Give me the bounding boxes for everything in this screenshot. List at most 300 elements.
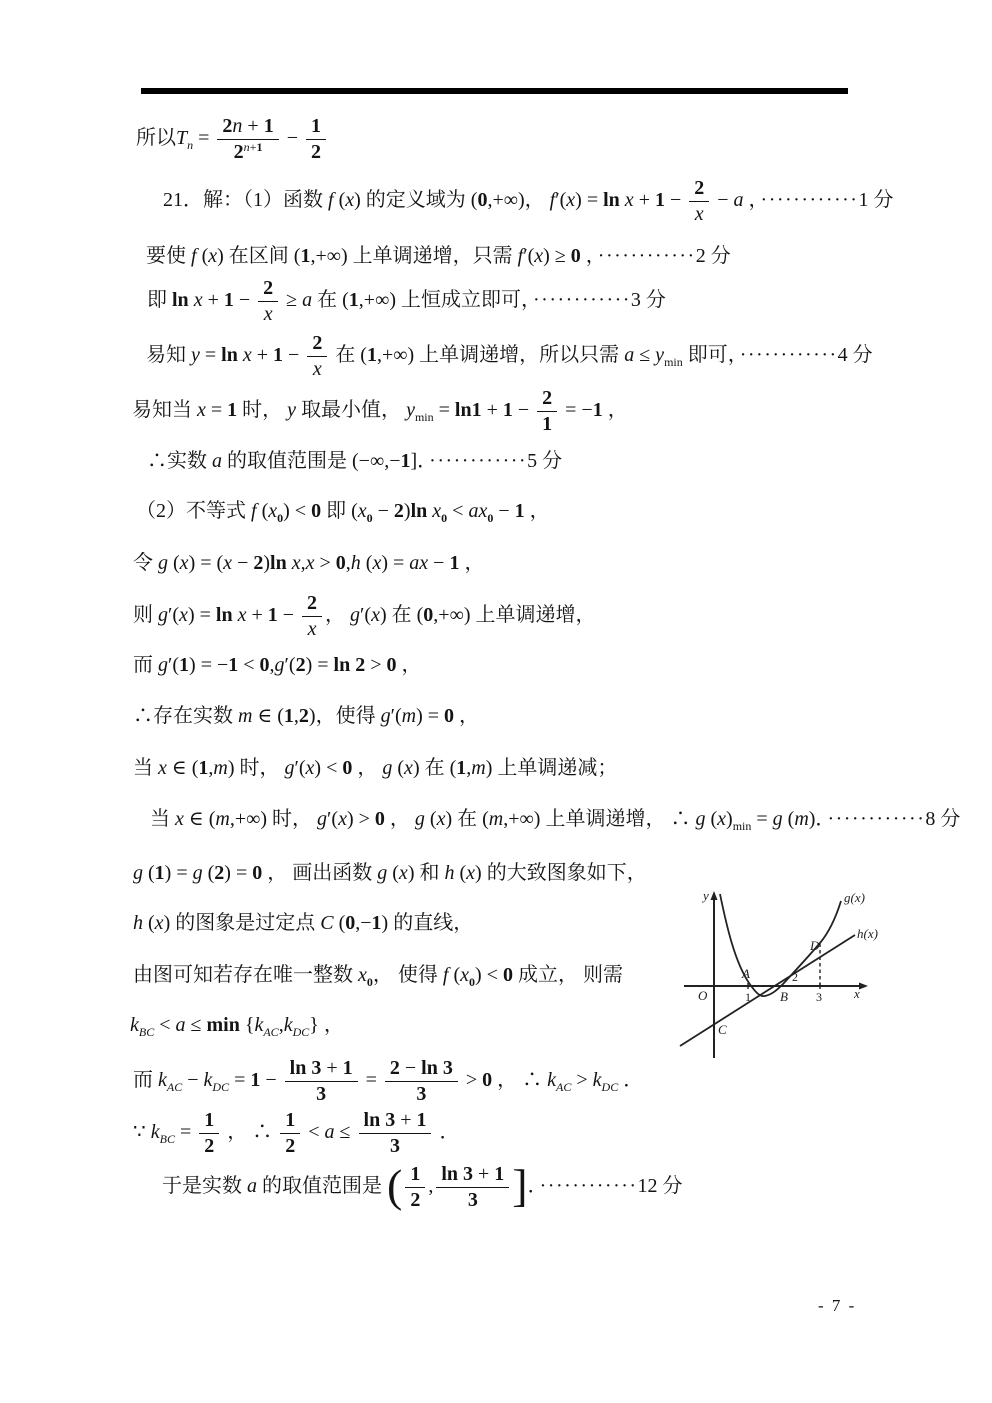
- math-text: 1: [154, 862, 165, 884]
- math-text: = −: [560, 399, 593, 422]
- figure-tick1-label: 1: [745, 990, 751, 1004]
- math-text: a: [733, 189, 744, 212]
- math-text: g: [380, 705, 391, 727]
- math-text: 0: [482, 1069, 493, 1092]
- math-text: x: [197, 399, 206, 422]
- math-text: ln: [172, 289, 194, 312]
- math-text: n: [232, 115, 243, 137]
- math-text: (: [196, 245, 209, 267]
- math-text: min: [664, 355, 683, 370]
- fraction-numerator: [285, 1057, 358, 1082]
- math-fraction: [405, 1163, 425, 1212]
- dotted-leader: ············: [539, 1175, 638, 1198]
- math-text: y: [655, 344, 665, 367]
- math-text: ln 3: [421, 1057, 453, 1079]
- math-text: a: [212, 450, 222, 472]
- math-text: k: [592, 1069, 602, 1092]
- math-superscript: [244, 140, 263, 154]
- math-text: 即 (: [321, 500, 358, 522]
- math-text: 于是实数: [162, 1175, 247, 1198]
- math-text: (: [448, 964, 461, 986]
- math-text: g: [192, 862, 203, 884]
- math-text: BC: [159, 1132, 175, 1147]
- math-text: DC: [601, 1080, 619, 1095]
- math-text: 的取值范围是: [257, 1175, 387, 1198]
- math-subscript: [160, 1132, 175, 1146]
- fraction-numerator: [307, 332, 327, 357]
- math-text: ,: [269, 654, 275, 676]
- math-text: ′(: [294, 757, 306, 779]
- math-text: g: [382, 757, 393, 779]
- math-text: ．: [618, 1069, 644, 1092]
- fraction-numerator: [217, 115, 278, 140]
- math-text: 1: [514, 500, 525, 522]
- math-text: ) =: [416, 705, 445, 727]
- solution-line-2: [163, 177, 893, 226]
- math-text: 1: [227, 399, 238, 422]
- math-text: ， ∴: [222, 1121, 278, 1144]
- math-text: 3: [467, 1189, 478, 1211]
- math-text: 1: [223, 289, 234, 312]
- fraction-denominator: [306, 140, 326, 164]
- fraction-denominator: [302, 617, 322, 641]
- math-text: 3: [416, 1083, 427, 1105]
- fraction-denominator: [436, 1188, 509, 1212]
- math-text: x: [158, 757, 167, 779]
- math-text: ): [263, 552, 271, 574]
- math-text: ′(: [555, 189, 567, 212]
- math-text: ) <: [314, 757, 343, 779]
- math-text: ，: [743, 189, 759, 212]
- math-text: ,−: [355, 912, 372, 934]
- fraction-numerator: [385, 1057, 458, 1082]
- math-text: 12 分: [637, 1175, 683, 1198]
- math-text: +: [633, 189, 655, 212]
- math-text: 由图可知若存在唯一整数: [133, 964, 358, 986]
- math-text: 成立， 则需: [512, 964, 623, 986]
- math-fraction: [199, 1109, 219, 1158]
- math-text: T: [176, 127, 188, 150]
- math-text: −: [712, 189, 734, 212]
- figure-point-A-label: A: [742, 966, 750, 981]
- math-text: ,+∞) 上单调递增，所以只需: [376, 344, 625, 367]
- figure-tick3-label: 3: [816, 990, 822, 1004]
- math-text: 0: [423, 604, 434, 627]
- math-subscript: [139, 1025, 154, 1039]
- math-fraction: [306, 115, 326, 164]
- math-subscript: [664, 355, 683, 369]
- math-text: h: [444, 862, 455, 884]
- math-text: 则: [133, 604, 158, 627]
- math-text: (: [424, 808, 437, 830]
- fraction-numerator: [302, 592, 322, 617]
- solution-line-14: [150, 806, 960, 839]
- math-text: k: [283, 1014, 293, 1036]
- math-fraction: [436, 1163, 509, 1212]
- figure-x-label: x: [854, 986, 860, 1001]
- math-text: +: [473, 1163, 495, 1185]
- math-text: min: [414, 410, 434, 425]
- math-text: 2: [694, 177, 705, 199]
- math-text: f: [191, 245, 197, 267]
- math-text: ．: [434, 1121, 460, 1144]
- math-text: a: [175, 1014, 186, 1036]
- solution-line-13: [133, 755, 617, 781]
- math-text: g: [284, 757, 295, 779]
- math-text: +: [481, 399, 503, 422]
- fraction-denominator: [537, 412, 557, 436]
- math-text: −: [372, 500, 394, 522]
- math-text: (: [202, 862, 215, 884]
- math-text: DC: [212, 1080, 230, 1095]
- math-fraction: [258, 277, 278, 326]
- math-text: (: [143, 862, 155, 884]
- math-text: −: [512, 399, 535, 422]
- math-text: x: [398, 862, 408, 884]
- math-text: ,: [293, 705, 299, 727]
- math-text: )．: [808, 808, 826, 830]
- dotted-leader: ············: [597, 245, 696, 267]
- math-text: x: [694, 203, 704, 225]
- math-text: >: [460, 1069, 483, 1092]
- math-text: } ，: [309, 1014, 344, 1036]
- math-text: ′(: [327, 808, 339, 830]
- math-text: ax: [468, 500, 488, 522]
- function-graph: [670, 886, 880, 1066]
- math-text: 1: [310, 115, 321, 137]
- math-text: 而: [133, 1069, 158, 1092]
- math-text: 2: [310, 141, 321, 163]
- math-text: ′(: [390, 705, 402, 727]
- math-text: ∈ (: [252, 705, 284, 727]
- math-text: 0: [335, 552, 346, 574]
- math-text: 1: [285, 1109, 296, 1131]
- math-subscript: [415, 410, 434, 424]
- math-text: ，: [454, 705, 480, 727]
- math-text: x: [179, 604, 188, 627]
- dotted-leader: ············: [827, 808, 926, 830]
- math-text: −: [260, 1069, 282, 1092]
- math-text: ， 画出函数: [262, 862, 378, 884]
- fraction-numerator: [359, 1109, 432, 1134]
- math-text: 2: [233, 141, 244, 163]
- math-subscript: [602, 1080, 619, 1094]
- math-text: 1: [179, 654, 190, 676]
- math-text: =: [193, 127, 215, 150]
- math-text: AC: [166, 1080, 183, 1095]
- math-text: (: [143, 912, 155, 934]
- math-text: min: [206, 1014, 240, 1036]
- fraction-numerator: [689, 177, 709, 202]
- math-text: 1: [204, 1109, 215, 1131]
- math-text: x: [534, 245, 544, 267]
- math-text: 2: [298, 705, 309, 727]
- math-text: ) 在区间 (: [217, 245, 301, 267]
- math-text: 2: [285, 1135, 296, 1157]
- math-text: h: [350, 552, 361, 574]
- math-text: 的取值范围是 (−∞,−: [222, 450, 401, 472]
- figure-tick2-label: 2: [792, 970, 798, 984]
- math-text: 2: [214, 862, 225, 884]
- math-text: m: [471, 757, 486, 779]
- math-text: ，: [384, 808, 415, 830]
- math-text: x: [460, 964, 470, 986]
- page-number: - 7 -: [818, 1296, 857, 1315]
- math-text: g: [158, 654, 168, 676]
- math-text: 1: [449, 552, 460, 574]
- fraction-numerator: [537, 387, 557, 412]
- math-text: ∈ (: [166, 757, 199, 779]
- math-text: ∴实数: [147, 450, 212, 472]
- math-text: =: [433, 399, 455, 422]
- math-text: x: [223, 552, 233, 574]
- math-text: 1: [348, 289, 359, 312]
- solution-line-15: [133, 860, 647, 886]
- math-text: ): [726, 808, 733, 830]
- math-text: =: [229, 1069, 251, 1092]
- math-text: 2: [542, 387, 553, 409]
- math-text: 取最小值，: [296, 399, 407, 422]
- math-text: k: [203, 1069, 213, 1092]
- math-text: k: [150, 1121, 160, 1144]
- math-text: ，: [352, 757, 383, 779]
- math-text: 1: [342, 1057, 353, 1079]
- math-text: ′(: [284, 654, 296, 676]
- math-text: (: [256, 500, 269, 522]
- math-text: 2 分: [695, 245, 731, 267]
- math-text: 1: [228, 654, 239, 676]
- math-text: ) =: [575, 189, 604, 212]
- math-text: 2: [410, 1189, 421, 1211]
- fraction-denominator: [199, 1134, 219, 1158]
- fraction-denominator: [217, 140, 278, 164]
- math-text: ．: [527, 1175, 538, 1198]
- math-text: x: [291, 552, 301, 574]
- math-text: ，: [580, 245, 596, 267]
- math-text: x: [263, 303, 273, 325]
- fraction-numerator: [280, 1109, 300, 1134]
- math-text: =: [174, 1121, 197, 1144]
- figure-g-label: g(x): [844, 890, 865, 905]
- math-text: ) 的图象是过定点: [163, 912, 321, 934]
- math-text: 0: [366, 511, 373, 525]
- math-text: 当: [150, 808, 175, 830]
- math-text: ,: [278, 1014, 284, 1036]
- dotted-leader: ············: [739, 344, 838, 367]
- math-text: f: [328, 189, 334, 212]
- math-text: g: [317, 808, 328, 830]
- math-text: 3 分: [630, 289, 666, 312]
- math-text: 2: [204, 1135, 215, 1157]
- math-text: 0: [342, 757, 353, 779]
- math-text: 1: [410, 1163, 421, 1185]
- math-text: ,+∞)，: [487, 189, 550, 212]
- math-text: 1: [256, 140, 263, 154]
- solution-line-18: [130, 1012, 344, 1045]
- math-text: ) 和: [407, 862, 445, 884]
- math-text: ≤: [634, 344, 656, 367]
- math-fraction: [537, 387, 557, 436]
- math-text: x: [242, 344, 252, 367]
- math-text: ′(: [523, 245, 535, 267]
- math-text: 即: [147, 289, 172, 312]
- math-text: ) 在 (: [379, 604, 424, 627]
- math-fraction: [689, 177, 709, 226]
- math-text: 1: [371, 912, 382, 934]
- math-text: ) 的直线，: [381, 912, 474, 934]
- math-text: 即可，: [682, 344, 738, 367]
- solution-line-17: [133, 962, 623, 995]
- math-text: 8 分: [925, 808, 961, 830]
- math-text: 1: [400, 450, 411, 472]
- math-text: ) 在 (: [445, 808, 489, 830]
- math-text: ) 的定义域为 (: [354, 189, 478, 212]
- math-text: {: [239, 1014, 255, 1036]
- math-text: 1: [494, 1163, 505, 1185]
- fraction-denominator: [285, 1082, 358, 1106]
- math-text: 0: [311, 500, 322, 522]
- fraction-denominator: [689, 202, 709, 226]
- math-text: k: [547, 1069, 557, 1092]
- math-text: 1: [542, 413, 553, 435]
- math-text: x: [305, 757, 315, 779]
- math-fraction: [280, 1109, 300, 1158]
- math-text: +: [395, 1109, 417, 1131]
- math-fraction: [359, 1109, 432, 1158]
- math-text: ) = −: [189, 654, 229, 676]
- solution-line-10: [133, 592, 596, 641]
- math-text: −: [399, 1057, 422, 1079]
- math-text: x: [717, 808, 727, 830]
- math-text: x: [268, 500, 278, 522]
- fraction-numerator: [306, 115, 326, 140]
- math-text: ，: [602, 399, 628, 422]
- math-text: m: [488, 808, 504, 830]
- math-text: n: [187, 138, 194, 153]
- math-fraction: [285, 1057, 358, 1106]
- solution-line-7: [147, 448, 562, 474]
- math-text: =: [205, 399, 228, 422]
- solution-line-8: [136, 498, 550, 531]
- math-text: m: [794, 808, 809, 830]
- math-text: k: [130, 1014, 139, 1036]
- math-text: x: [436, 808, 446, 830]
- math-fraction: [217, 115, 278, 164]
- math-text: −: [493, 500, 515, 522]
- math-text: (: [454, 862, 467, 884]
- math-text: x: [338, 808, 347, 830]
- math-text: 4 分: [837, 344, 873, 367]
- math-text: 2: [307, 592, 318, 614]
- math-text: 0: [444, 705, 455, 727]
- math-text: +: [242, 115, 264, 137]
- math-text: AC: [263, 1025, 279, 1039]
- math-subscript: [167, 1080, 182, 1094]
- fraction-denominator: [307, 357, 327, 381]
- math-text: f: [251, 500, 257, 522]
- math-text: ) ≥: [543, 245, 571, 267]
- math-text: ,: [345, 552, 351, 574]
- solution-line-11: [133, 652, 422, 678]
- math-text: (: [360, 552, 373, 574]
- math-text: k: [158, 1069, 167, 1092]
- dotted-leader: ············: [429, 450, 528, 472]
- math-text: )，使得: [308, 705, 381, 727]
- solution-line-20: [133, 1109, 459, 1158]
- math-text: 0: [366, 975, 373, 989]
- math-text: 要使: [146, 245, 191, 267]
- math-text: x: [208, 245, 218, 267]
- math-text: x: [237, 604, 247, 627]
- math-text: x: [357, 500, 367, 522]
- math-text: ,+∞) 上单调递增，: [433, 604, 596, 627]
- math-text: y: [406, 399, 415, 422]
- math-text: 在 (: [312, 289, 349, 312]
- math-text: ， 使得: [372, 964, 443, 986]
- fraction-denominator: [385, 1082, 458, 1106]
- math-text: x: [193, 289, 203, 312]
- math-subscript: [733, 819, 752, 833]
- math-text: ln: [410, 500, 433, 522]
- math-subscript: [263, 1025, 278, 1039]
- math-text: (: [387, 1159, 403, 1211]
- math-fraction: [307, 332, 327, 381]
- math-subscript: [293, 1025, 310, 1039]
- header-rule: [141, 88, 848, 94]
- math-text: +: [246, 604, 268, 627]
- fraction-denominator: [359, 1134, 432, 1158]
- math-text: g: [274, 654, 285, 676]
- math-text: +: [251, 344, 274, 367]
- math-text: ∴存在实数: [133, 705, 238, 727]
- math-text: 1: [456, 757, 467, 779]
- math-text: 1: [300, 245, 311, 267]
- math-text: 0: [277, 511, 284, 525]
- math-text: (: [782, 808, 795, 830]
- math-text: ,+∞) 上单调递增， ∴: [503, 808, 696, 830]
- math-text: ]．: [410, 450, 428, 472]
- math-text: 0: [570, 245, 581, 267]
- math-text: ) 上单调递减；: [485, 757, 618, 779]
- math-text: 1: [267, 604, 278, 627]
- math-text: 在 (: [330, 344, 367, 367]
- math-text: a: [247, 1175, 257, 1198]
- math-text: ，: [396, 654, 422, 676]
- x-axis-arrow-icon: [859, 983, 868, 990]
- math-text: m: [401, 705, 417, 727]
- math-text: ln: [215, 604, 238, 627]
- math-text: 1: [263, 115, 274, 137]
- math-text: −: [283, 344, 305, 367]
- math-text: x: [179, 552, 189, 574]
- math-text: ∵: [133, 1121, 151, 1144]
- math-text: ,+∞) 上单调递增，只需: [310, 245, 518, 267]
- math-text: 令: [133, 552, 158, 574]
- math-text: g: [695, 808, 706, 830]
- figure-origin-label: O: [698, 988, 708, 1003]
- math-text: −: [664, 189, 687, 212]
- math-text: f: [442, 964, 449, 986]
- math-text: x: [624, 189, 634, 212]
- solution-line-1: [136, 115, 329, 164]
- fraction-numerator: [199, 1109, 219, 1134]
- math-text: g: [772, 808, 783, 830]
- math-text: g: [158, 552, 168, 574]
- math-text: (: [392, 757, 405, 779]
- math-text: 1: [416, 1109, 427, 1131]
- math-text: m: [215, 808, 230, 830]
- math-text: +: [321, 1057, 343, 1079]
